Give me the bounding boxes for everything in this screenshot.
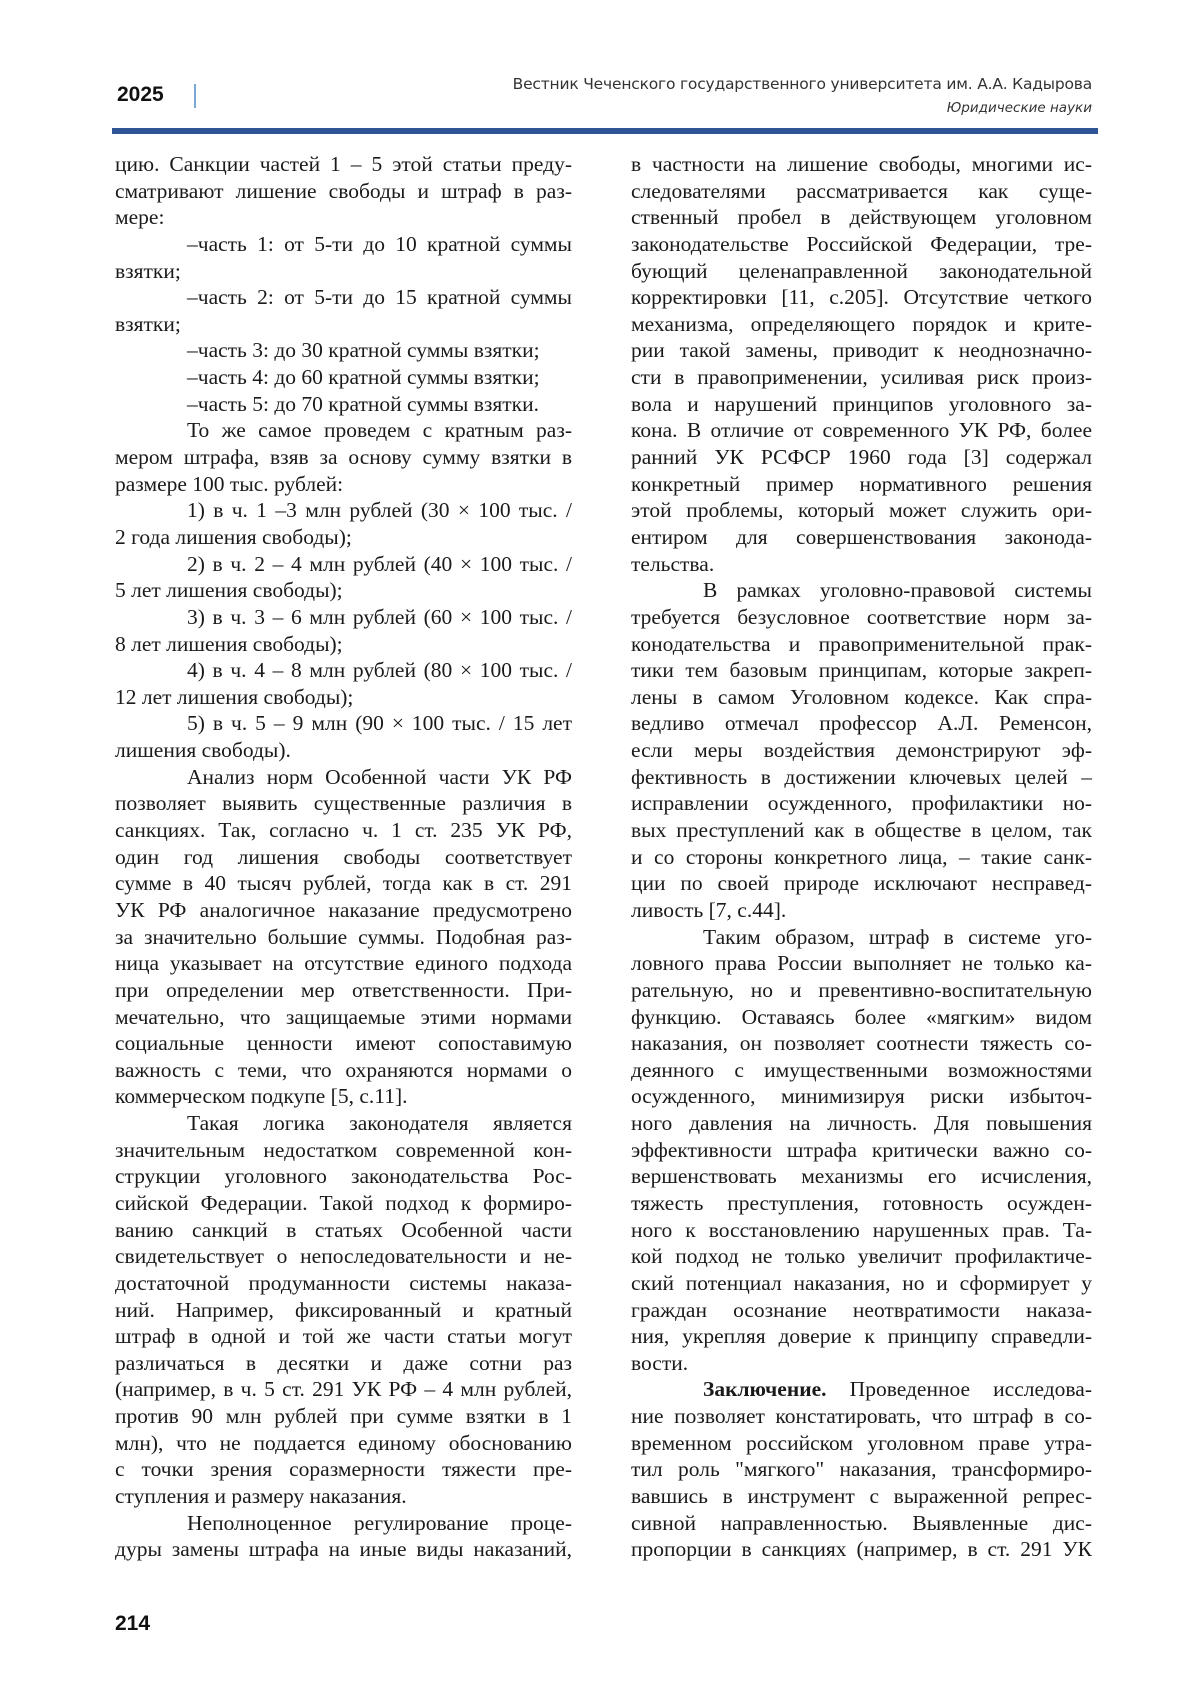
- text-line: тельства.: [631, 551, 1092, 578]
- text-line: вых преступлений как в обществе в целом, так: [631, 817, 1092, 844]
- text-line: исправлении осужденного, профилактики но-: [631, 790, 1092, 817]
- text-line: следователями рассматривается как суще-: [631, 178, 1092, 205]
- text-line: конкретный пример нормативного решения: [631, 471, 1092, 498]
- text-line: мером штрафа, взяв за основу сумму взятки в: [115, 444, 572, 471]
- text-line: –часть 2: от 5-ти до 15 кратной суммы: [115, 284, 572, 311]
- text-line: за значительно большие суммы. Подобная раз-: [115, 924, 572, 951]
- text-line: вершенствовать механизмы его исчисления,: [631, 1163, 1092, 1190]
- text-line: ний. Например, фиксированный и кратный: [115, 1297, 572, 1324]
- paragraph: [115, 1110, 572, 1510]
- text-line: ранний УК РСФСР 1960 года [3] содержал: [631, 444, 1092, 471]
- text-line: лены в самом Уголовном кодексе. Как спра-: [631, 684, 1092, 711]
- text-line: достаточной продуманности системы наказа-: [115, 1270, 572, 1297]
- text-line: УК РФ аналогичное наказание предусмотрено: [115, 897, 572, 924]
- text-line: В рамках уголовно-правовой системы: [631, 577, 1092, 604]
- text-line: 4) в ч. 4 – 8 млн рублей (80 × 100 тыс. /: [115, 657, 572, 684]
- text-line: механизма, определяющего порядок и крите-: [631, 311, 1092, 338]
- journal-title: Вестник Чеченского государственного университета им. А.А. Кадырова: [513, 75, 1092, 93]
- right-column: [631, 151, 1092, 1563]
- text-line: если меры воздействия демонстрируют эф-: [631, 737, 1092, 764]
- text-line: ния, укрепляя доверие к принципу справедли-: [631, 1323, 1092, 1350]
- paragraph: [115, 231, 572, 284]
- text-line: ница указывает на отсутствие единого подхода: [115, 950, 572, 977]
- text-line: тики тем базовым принципам, которые закреп-: [631, 657, 1092, 684]
- text-line: Анализ норм Особенной части УК РФ: [115, 764, 572, 791]
- text-line: То же самое проведем с кратным раз-: [115, 417, 572, 444]
- text-line: тил роль "мягкого" наказания, трансформиро-: [631, 1456, 1092, 1483]
- text-line: сматривают лишение свободы и штраф в раз-: [115, 178, 572, 205]
- text-line: мере:: [115, 204, 572, 231]
- text-line: ванию санкций в статьях Особенной части: [115, 1217, 572, 1244]
- text-line: важность с теми, что охраняются нормами о: [115, 1057, 572, 1084]
- text-line: осужденного, минимизируя риски избыточ-: [631, 1083, 1092, 1110]
- text-line: деянного с имущественными возможностями: [631, 1057, 1092, 1084]
- text-line: мечательно, что защищаемые этими нормами: [115, 1004, 572, 1031]
- text-line: –часть 4: до 60 кратной суммы взятки;: [115, 364, 572, 391]
- text-line: лишения свободы).: [115, 737, 572, 764]
- paragraph: [631, 577, 1092, 923]
- text-line: взятки;: [115, 311, 572, 338]
- text-line: бующий целенаправленной законодательной: [631, 258, 1092, 285]
- line-text: Проведенное исследова-: [827, 1377, 1092, 1401]
- bold-lead: Заключение.: [703, 1377, 827, 1401]
- text-line: Неполноценное регулирование проце-: [115, 1510, 572, 1537]
- paragraph: [115, 391, 572, 418]
- text-line: свидетельствует о непоследовательности и не-: [115, 1243, 572, 1270]
- paragraph: [115, 710, 572, 763]
- text-line: ступления и размеру наказания.: [115, 1483, 572, 1510]
- text-line: требуется безусловное соответствие норм за-: [631, 604, 1092, 631]
- text-line: сивной направленностью. Выявленные дис-: [631, 1510, 1092, 1537]
- paragraph: [115, 151, 572, 231]
- journal-section: Юридические науки: [947, 100, 1092, 116]
- paragraph: [115, 657, 572, 710]
- text-line: 2) в ч. 2 – 4 млн рублей (40 × 100 тыс. /: [115, 551, 572, 578]
- text-line: штраф в одной и той же части статьи могут: [115, 1323, 572, 1350]
- issue-year: 2025: [117, 83, 164, 107]
- left-column: [115, 151, 572, 1563]
- paragraph: [115, 497, 572, 550]
- text-line: 12 лет лишения свободы);: [115, 684, 572, 711]
- text-line: граждан осознание неотвратимости наказа-: [631, 1297, 1092, 1324]
- page-number: 214: [115, 1612, 150, 1636]
- paragraph: [631, 151, 1092, 577]
- text-line: эффективности штрафа критически важно со-: [631, 1137, 1092, 1164]
- paragraph: [115, 284, 572, 337]
- paragraph: [115, 551, 572, 604]
- text-line: –часть 3: до 30 кратной суммы взятки;: [115, 337, 572, 364]
- text-line: взятки;: [115, 258, 572, 285]
- text-line: размере 100 тыс. рублей:: [115, 471, 572, 498]
- text-line: 5) в ч. 5 – 9 млн (90 × 100 тыс. / 15 лет: [115, 710, 572, 737]
- text-line: 5 лет лишения свободы);: [115, 577, 572, 604]
- text-line: этой проблемы, который может служить ори-: [631, 497, 1092, 524]
- text-line: различаться в десятки и даже сотни раз: [115, 1350, 572, 1377]
- paragraph: [115, 764, 572, 1110]
- text-line: функцию. Оставаясь более «мягким» видом: [631, 1004, 1092, 1031]
- text-line: ние позволяет констатировать, что штраф в со-: [631, 1403, 1092, 1430]
- text-line: с точки зрения соразмерности тяжести пре-: [115, 1456, 572, 1483]
- paragraph: [631, 1376, 1092, 1562]
- text-line: коммерческом подкупе [5, с.11].: [115, 1083, 572, 1110]
- text-line: Таким образом, штраф в системе уго-: [631, 924, 1092, 951]
- text-line: социальные ценности имеют сопоставимую: [115, 1030, 572, 1057]
- text-line: ного к восстановлению нарушенных прав. Та-: [631, 1217, 1092, 1244]
- text-line: тяжесть преступления, готовность осужден-: [631, 1190, 1092, 1217]
- text-line: и со стороны конкретного лица, – такие санк-: [631, 844, 1092, 871]
- text-line: –часть 1: от 5-ти до 10 кратной суммы: [115, 231, 572, 258]
- text-line: сумме в 40 тысяч рублей, тогда как в ст. 291: [115, 870, 572, 897]
- text-line: цию. Санкции частей 1 – 5 этой статьи преду-: [115, 151, 572, 178]
- text-line: в частности на лишение свободы, многими ис-: [631, 151, 1092, 178]
- text-line: струкции уголовного законодательства Рос-: [115, 1163, 572, 1190]
- header-divider: [194, 84, 196, 108]
- text-line: позволяет выявить существенные различия в: [115, 790, 572, 817]
- paragraph: [115, 1510, 572, 1563]
- text-line: Такая логика законодателя является: [115, 1110, 572, 1137]
- text-line: фективность в достижении ключевых целей –: [631, 764, 1092, 791]
- text-line: корректировки [11, с.205]. Отсутствие четкого: [631, 284, 1092, 311]
- text-line: конодательства и правоприменительной прак-: [631, 631, 1092, 658]
- text-line: санкциях. Так, согласно ч. 1 ст. 235 УК РФ,: [115, 817, 572, 844]
- text-line: вости.: [631, 1350, 1092, 1377]
- text-line: 2 года лишения свободы);: [115, 524, 572, 551]
- text-line: при определении мер ответственности. При-: [115, 977, 572, 1004]
- text-line: ентиром для совершенствования законода-: [631, 524, 1092, 551]
- text-line: [631, 1376, 1092, 1403]
- text-line: 3) в ч. 3 – 6 млн рублей (60 × 100 тыс. /: [115, 604, 572, 631]
- text-line: 8 лет лишения свободы);: [115, 631, 572, 658]
- text-line: кой подход не только увеличит профилактиче-: [631, 1243, 1092, 1270]
- text-line: рательную, но и превентивно-воспитательную: [631, 977, 1092, 1004]
- text-line: ливость [7, с.44].: [631, 897, 1092, 924]
- header-rule: [112, 128, 1098, 134]
- text-line: наказания, он позволяет соотнести тяжесть со-: [631, 1030, 1092, 1057]
- text-line: временном российском уголовном праве утра-: [631, 1430, 1092, 1457]
- text-line: млн), что не поддается единому обоснованию: [115, 1430, 572, 1457]
- paragraph: [115, 364, 572, 391]
- text-line: один год лишения свободы соответствует: [115, 844, 572, 871]
- text-line: дуры замены штрафа на иные виды наказаний,: [115, 1536, 572, 1563]
- text-line: ного давления на личность. Для повышения: [631, 1110, 1092, 1137]
- text-line: ский потенциал наказания, но и сформирует у: [631, 1270, 1092, 1297]
- text-line: –часть 5: до 70 кратной суммы взятки.: [115, 391, 572, 418]
- text-line: кона. В отличие от современного УК РФ, более: [631, 417, 1092, 444]
- text-line: значительным недостатком современной кон-: [115, 1137, 572, 1164]
- paragraph: [115, 604, 572, 657]
- text-line: вола и нарушений принципов уголовного за-: [631, 391, 1092, 418]
- text-line: 1) в ч. 1 –3 млн рублей (30 × 100 тыс. /: [115, 497, 572, 524]
- text-line: ции по своей природе исключают несправед-: [631, 870, 1092, 897]
- text-line: (например, в ч. 5 ст. 291 УК РФ – 4 млн рублей,: [115, 1376, 572, 1403]
- paragraph: [631, 924, 1092, 1377]
- text-line: законодательстве Российской Федерации, тре-: [631, 231, 1092, 258]
- text-line: ловного права России выполняет не только ка-: [631, 950, 1092, 977]
- paragraph: [115, 417, 572, 497]
- paragraph: [115, 337, 572, 364]
- text-line: вавшись в инструмент с выраженной репрес-: [631, 1483, 1092, 1510]
- text-line: сти в правоприменении, усиливая риск произ-: [631, 364, 1092, 391]
- text-line: против 90 млн рублей при сумме взятки в 1: [115, 1403, 572, 1430]
- text-line: ственный пробел в действующем уголовном: [631, 204, 1092, 231]
- text-line: сийской Федерации. Такой подход к формиро-: [115, 1190, 572, 1217]
- text-line: рии такой замены, приводит к неоднозначно-: [631, 337, 1092, 364]
- text-line: пропорции в санкциях (например, в ст. 291 УК: [631, 1536, 1092, 1563]
- text-line: ведливо отмечал профессор А.Л. Ременсон,: [631, 710, 1092, 737]
